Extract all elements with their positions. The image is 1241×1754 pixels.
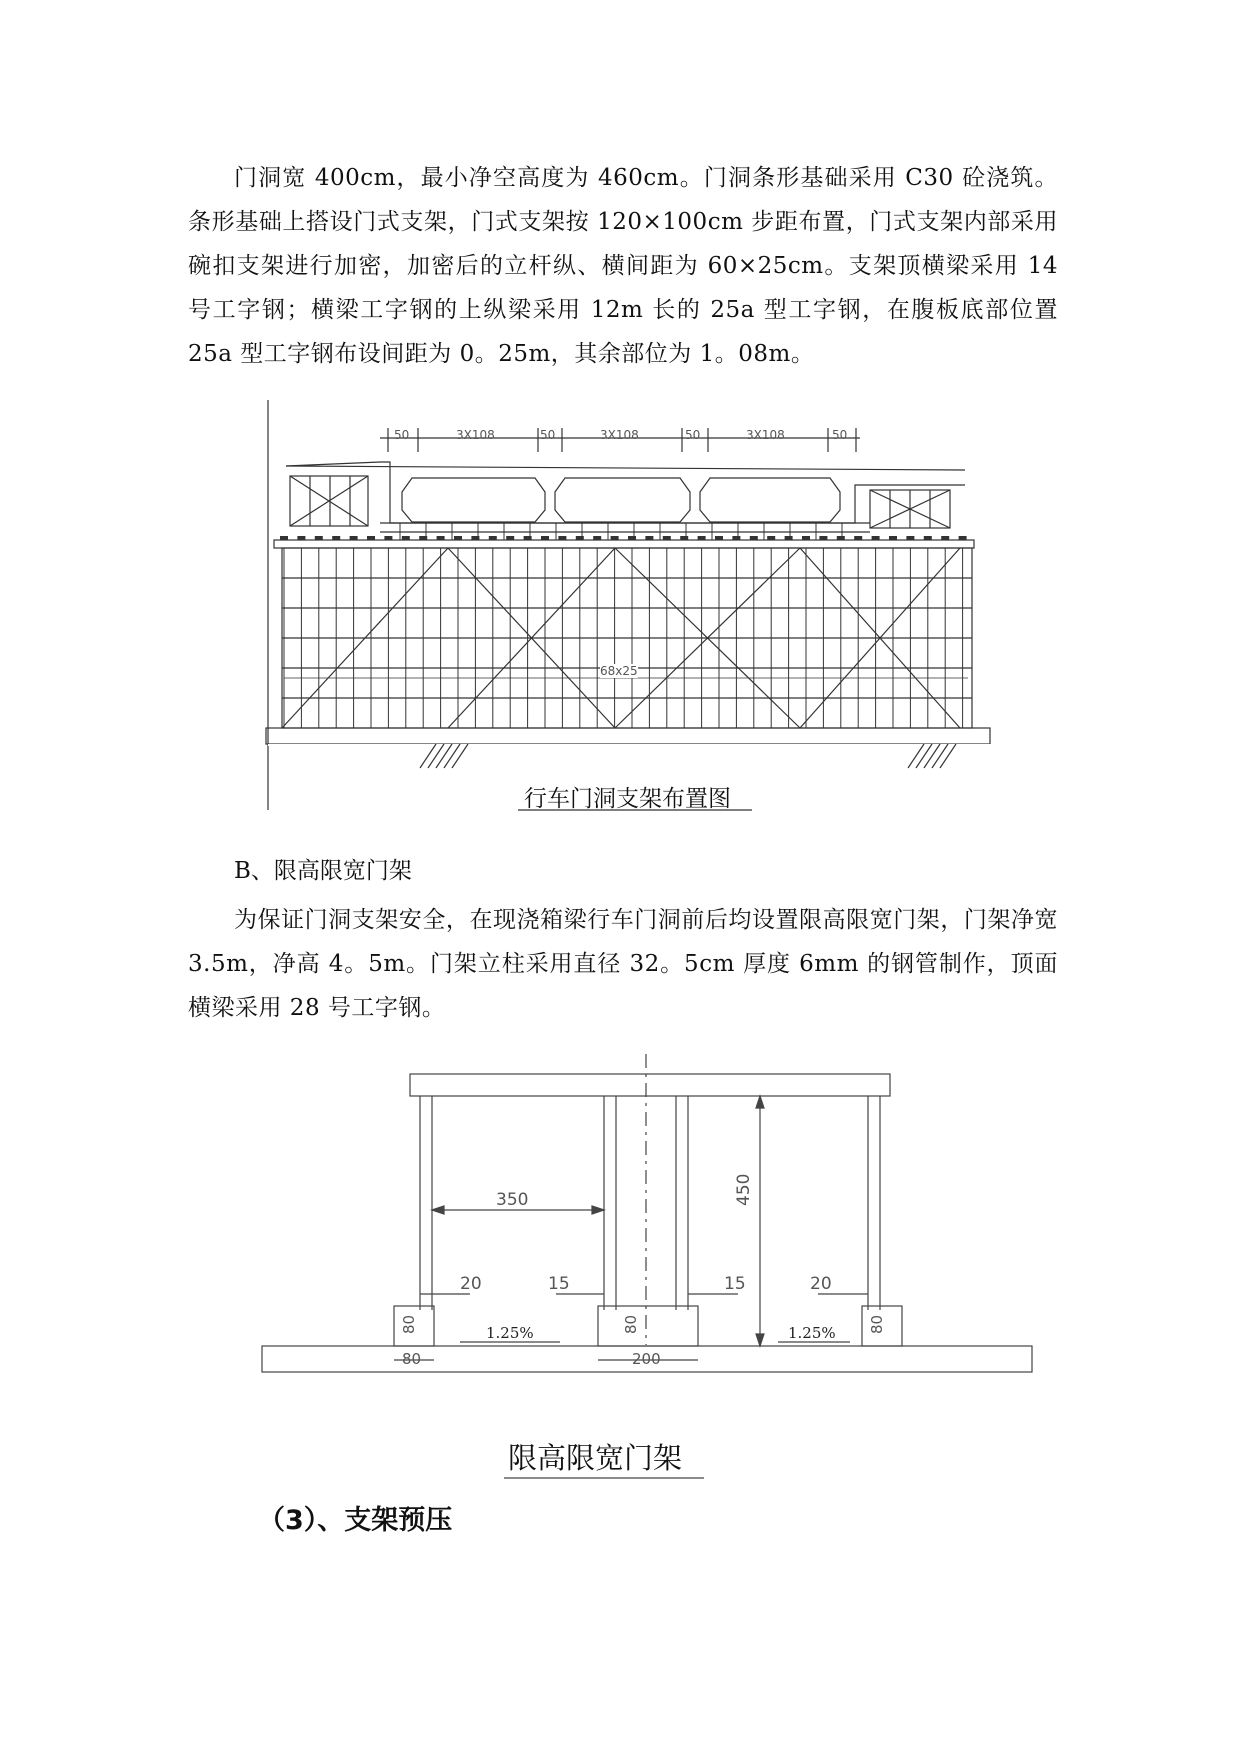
post-cap	[402, 536, 410, 540]
post-cap	[767, 536, 775, 540]
post-cap	[471, 536, 479, 540]
fig2-width-label: 350	[496, 1190, 529, 1210]
paragraph-2-text: 为保证门洞支架安全，在现浇箱梁行车门洞前后均设置限高限宽门架，门架净宽 3.5m，净高 4。5m。门架立柱采用直径 32。5cm 厚度 6mm 的钢管制作，顶面横梁采用 28 号工字钢。	[188, 907, 1058, 1021]
fig2-footing-width-left: 80	[402, 1350, 422, 1368]
post-cap	[785, 536, 793, 540]
post-cap	[437, 536, 445, 540]
post-cap	[924, 536, 932, 540]
post-cap	[332, 536, 340, 540]
fig1-dim-1: 50	[394, 428, 410, 442]
fig2-gap-center-left: 15	[548, 1274, 570, 1294]
fig2-slope-left: 1.25%	[486, 1324, 534, 1342]
post-cap	[593, 536, 601, 540]
fig1-dim-7: 50	[832, 428, 848, 442]
fig2-gap-left: 20	[460, 1274, 482, 1294]
post-cap	[350, 536, 358, 540]
paragraph-2	[188, 898, 1058, 1030]
fig2-height-label: 450	[734, 1173, 754, 1206]
figure-2-caption: 限高限宽门架	[508, 1441, 683, 1475]
heading-b: B、限高限宽门架	[234, 858, 412, 884]
post-cap	[698, 536, 706, 540]
fig2-gap-right: 20	[810, 1274, 832, 1294]
post-cap	[280, 536, 288, 540]
post-cap	[819, 536, 827, 540]
post-cap	[854, 536, 862, 540]
post-cap	[541, 536, 549, 540]
fig1-span-label: 68x25	[600, 664, 638, 678]
post-cap	[489, 536, 497, 540]
figure-1-post-caps	[280, 536, 967, 540]
post-cap	[315, 536, 323, 540]
post-cap	[872, 536, 880, 540]
post-cap	[384, 536, 392, 540]
fig2-footing-height-left: 80	[400, 1314, 418, 1334]
post-cap	[837, 536, 845, 540]
paragraph-1	[188, 156, 1058, 376]
post-cap	[454, 536, 462, 540]
post-cap	[419, 536, 427, 540]
post-cap	[297, 536, 305, 540]
post-cap	[367, 536, 375, 540]
post-cap	[906, 536, 914, 540]
fig1-dim-5: 50	[685, 428, 701, 442]
post-cap	[645, 536, 653, 540]
post-cap	[959, 536, 967, 540]
post-cap	[506, 536, 514, 540]
figure-1-caption: 行车门洞支架布置图	[524, 786, 731, 812]
fig2-footing-height-right: 80	[868, 1314, 886, 1334]
fig2-gap-center-right: 15	[724, 1274, 746, 1294]
post-cap	[732, 536, 740, 540]
post-cap	[715, 536, 723, 540]
post-cap	[611, 536, 619, 540]
paragraph-1-text: 门洞宽 400cm，最小净空高度为 460cm。门洞条形基础采用 C30 砼浇筑。条形基础上搭设门式支架，门式支架按 120×100cm 步距布置，门式支架内部采用碗扣支架进行加密，加密后的立杆纵、横间距为 60×25cm。支架顶横梁采用 14 号工字钢；横梁工字钢的上纵梁采用 12m 长的 25a 型工字钢，在腹板底部位置 25a 型工字钢布设间距为 0。25m，其余部位为 1。08m。	[188, 165, 1058, 367]
post-cap	[663, 536, 671, 540]
post-cap	[750, 536, 758, 540]
fig1-dim-6: 3X108	[746, 428, 785, 442]
post-cap	[628, 536, 636, 540]
post-cap	[680, 536, 688, 540]
post-cap	[941, 536, 949, 540]
fig1-dim-3: 50	[540, 428, 556, 442]
post-cap	[802, 536, 810, 540]
post-cap	[576, 536, 584, 540]
fig1-dim-2: 3X108	[456, 428, 495, 442]
post-cap	[558, 536, 566, 540]
fig1-dim-4: 3X108	[600, 428, 639, 442]
post-cap	[524, 536, 532, 540]
fig2-slope-right: 1.25%	[788, 1324, 836, 1342]
post-cap	[889, 536, 897, 540]
fig2-footing-width-center: 200	[632, 1350, 661, 1368]
figure-1-standards	[284, 523, 963, 728]
section-3-heading: （3）、支架预压	[258, 1505, 453, 1536]
fig2-footing-height-center: 80	[622, 1314, 640, 1334]
